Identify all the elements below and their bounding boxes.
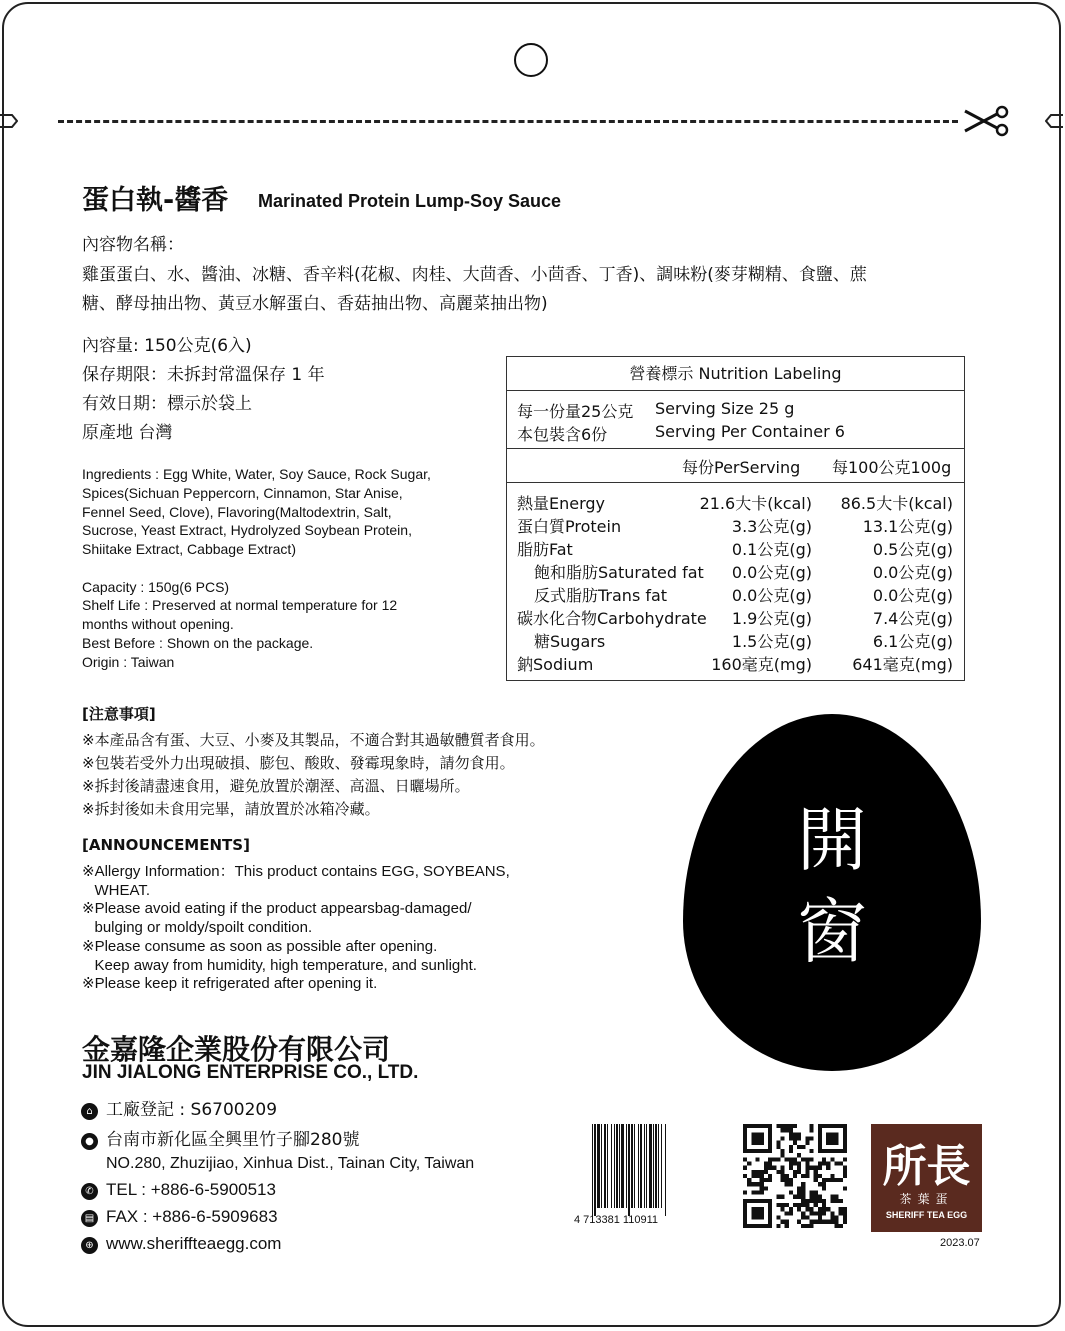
col-per-serving: 每份PerServing: [682, 458, 801, 477]
shelf-life-en-cont: months without opening.: [82, 616, 234, 632]
product-title-en: Marinated Protein Lump-Soy Sauce: [258, 191, 562, 211]
address-en: NO.280, Zhuzijiao, Xinhua Dist., Tainan City, Taiwan: [106, 1155, 475, 1172]
notice-zh-item: ※包裝若受外力出現破損、膨包、酸敗、發霉現象時，請勿食用。: [82, 754, 515, 772]
nutrient-per-serving: 3.3公克(g): [731, 517, 812, 536]
fax-number: FAX : +886-6-5909683: [106, 1207, 278, 1226]
notice-en-line: ※Please consume as soon as possible after opening.: [82, 938, 438, 955]
print-date: 2023.07: [940, 1237, 980, 1249]
nutrient-per-100g: 0.0公克(g): [872, 563, 953, 582]
notice-en-line: ※Please keep it refrigerated after opening it.: [82, 975, 378, 992]
nutrient-per-serving: 1.9公克(g): [731, 609, 812, 628]
brand-logo-sub-en: SHERIFF TEA EGG: [885, 1210, 968, 1220]
nutrient-per-100g: 6.1公克(g): [872, 632, 953, 651]
notice-en-line: WHEAT.: [82, 882, 151, 899]
nutrient-per-serving: 0.1公克(g): [731, 540, 812, 559]
notice-zh-item: ※拆封後如未食用完畢，請放置於冰箱冷藏。: [82, 800, 380, 818]
nutrient-per-serving: 0.0公克(g): [731, 586, 812, 605]
tear-line: [58, 120, 958, 123]
notice-en-line: ※Please avoid eating if the product appearsbag-damaged/: [82, 900, 472, 917]
notice-en-line: ※Allergy Information：This product contains EGG, SOYBEANS,: [82, 863, 510, 880]
nutrient-per-100g: 641毫克(mg): [852, 655, 953, 674]
notice-zh-item: ※拆封後請盡速食用，避免放置於潮溼、高溫、日曬場所。: [82, 777, 470, 795]
ingredients-en-line: Sucrose, Yeast Extract, Hydrolyzed Soybean Protein,: [82, 522, 412, 538]
globe-icon: ⊕: [81, 1237, 98, 1254]
address-zh: 台南市新化區全興里竹子腳280號: [106, 1130, 360, 1150]
notice-en-line: Keep away from humidity, high temperature, and sunlight.: [82, 957, 477, 974]
phone-icon: ✆: [81, 1183, 98, 1200]
company-name-zh: 金嘉隆企業股份有限公司: [82, 1033, 391, 1066]
location-pin-icon: ●: [81, 1133, 98, 1150]
info-best-before-zh: 有效日期：標示於袋上: [82, 394, 252, 414]
serving-size-en: Serving Size 25 g: [655, 399, 795, 418]
phone-number: TEL : +886-6-5900513: [106, 1180, 276, 1199]
nutrient-name: 蛋白質Protein: [517, 517, 622, 536]
product-title-zh: 蛋白執-醬香: [82, 185, 229, 216]
nutrient-name: 鈉Sodium: [517, 655, 594, 674]
serving-size-zh: 每一份量25公克: [517, 402, 634, 421]
notice-en-title: [ANNOUNCEMENTS]: [82, 836, 250, 854]
nutrient-per-100g: 13.1公克(g): [862, 517, 953, 536]
brand-logo-sub-zh: 茶葉蛋: [899, 1192, 954, 1206]
nutrient-per-100g: 86.5大卡(kcal): [840, 494, 953, 513]
tear-notch-right-icon: [1045, 114, 1063, 128]
qr-code: [743, 1124, 847, 1228]
barcode-digits: 4 713381 110911: [574, 1214, 659, 1226]
notice-zh-item: ※本產品含有蛋、大豆、小麥及其製品，不適合對其過敏體質者食用。: [82, 731, 545, 749]
fax-icon: ▤: [81, 1210, 98, 1227]
ingredients-en-line: Shiitake Extract, Cabbage Extract): [82, 541, 296, 557]
nutrient-per-serving: 1.5公克(g): [731, 632, 812, 651]
nutrient-per-100g: 0.0公克(g): [872, 586, 953, 605]
nutrient-name: 熱量Energy: [517, 494, 606, 513]
window-char-1: 開: [797, 799, 867, 881]
servings-en: Serving Per Container 6: [655, 422, 845, 441]
notice-en-line: bulging or moldy/spoilt condition.: [82, 919, 313, 936]
company-name-en: JIN JIALONG ENTERPRISE CO., LTD.: [82, 1062, 419, 1083]
nutrient-per-100g: 7.4公克(g): [872, 609, 953, 628]
ingredients-en-line: Ingredients : Egg White, Water, Soy Sauce, Rock Sugar,: [82, 466, 431, 482]
best-before-en: Best Before : Shown on the package.: [82, 635, 314, 651]
hang-hole: [514, 43, 548, 77]
contents-line-2: 糖、酵母抽出物、黃豆水解蛋白、香菇抽出物、高麗菜抽出物): [82, 294, 548, 314]
nutrient-per-serving: 160毫克(mg): [711, 655, 812, 674]
info-shelf-life-zh: 保存期限：未拆封常溫保存 1 年: [82, 365, 325, 385]
nutrient-per-serving: 21.6大卡(kcal): [699, 494, 812, 513]
shelf-life-en: Shelf Life : Preserved at normal temperature for 12: [82, 597, 398, 613]
nutrition-column-header: [507, 449, 964, 483]
capacity-en: Capacity : 150g(6 PCS): [82, 579, 230, 595]
nutrient-per-serving: 0.0公克(g): [731, 563, 812, 582]
nutrient-per-100g: 0.5公克(g): [872, 540, 953, 559]
factory-icon: ⌂: [81, 1103, 98, 1120]
window-label: [683, 794, 981, 978]
info-capacity-zh: 內容量: 150公克(6入): [82, 336, 252, 356]
nutrient-name: 糖Sugars: [534, 632, 606, 651]
info-origin-zh: 原產地 台灣: [82, 423, 173, 443]
nutrient-name: 脂肪Fat: [517, 540, 573, 559]
scissors-icon: [963, 104, 1009, 138]
website-link[interactable]: www.sheriffteaegg.com: [106, 1234, 282, 1253]
col-per-100g: 每100公克100g: [832, 458, 952, 477]
brand-logo-main: 所長: [882, 1141, 971, 1192]
contents-label: 內容物名稱：: [82, 235, 184, 255]
notice-zh-title: [注意事項]: [82, 705, 156, 723]
nutrient-name: 飽和脂肪Saturated fat: [534, 563, 704, 582]
nutrition-table: [506, 356, 965, 681]
factory-registration: 工廠登記 : S6700209: [106, 1100, 278, 1120]
brand-logo: [871, 1124, 982, 1232]
ingredients-en-line: Spices(Sichuan Peppercorn, Cinnamon, Star Anise,: [82, 485, 403, 501]
nutrient-name: 碳水化合物Carbohydrate: [517, 609, 707, 628]
ingredients-en-line: Fennel Seed, Clove), Flavoring(Maltodextrin, Salt,: [82, 504, 392, 520]
barcode: [590, 1124, 707, 1216]
nutrition-title: 營養標示 Nutrition Labeling: [507, 357, 964, 391]
nutrient-name: 反式脂肪Trans fat: [534, 586, 668, 605]
window-char-2: 窗: [797, 891, 867, 973]
tear-notch-left-icon: [0, 114, 18, 128]
servings-zh: 本包裝含6份: [517, 425, 608, 444]
nutrition-serving-info: [507, 391, 964, 449]
origin-en: Origin : Taiwan: [82, 654, 175, 670]
contents-line-1: 雞蛋蛋白、水、醬油、冰糖、香辛料(花椒、肉桂、大茴香、小茴香、丁香)、調味粉(麥芽糊精、食鹽、蔗: [82, 265, 867, 285]
